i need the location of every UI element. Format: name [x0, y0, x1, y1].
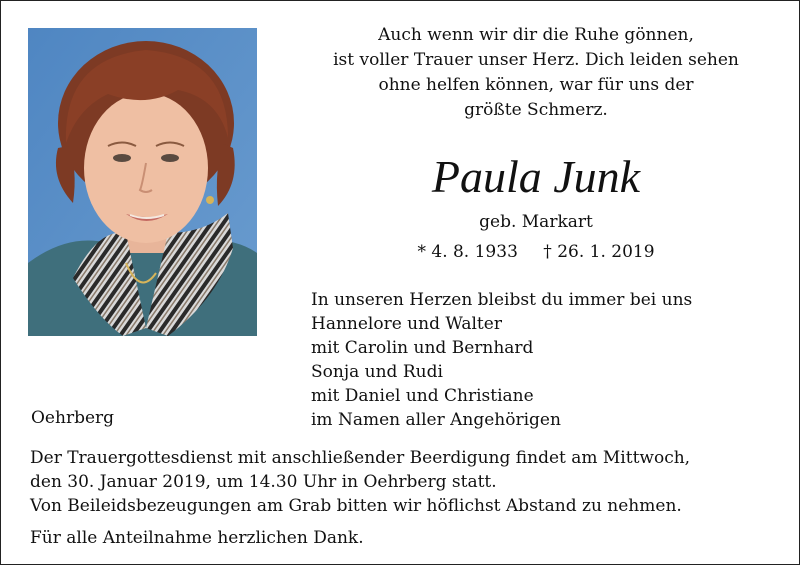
- verse-line: ist voller Trauer unser Herz. Dich leiden sehen: [333, 50, 739, 70]
- thanks-line: Für alle Anteilnahme herzlichen Dank.: [30, 528, 364, 548]
- verse-line: Auch wenn wir dir die Ruhe gönnen,: [378, 25, 694, 45]
- birth-date: * 4. 8. 1933: [417, 242, 518, 262]
- verse-line: größte Schmerz.: [464, 100, 608, 120]
- portrait-photo: [28, 28, 257, 336]
- mourners-list: [311, 288, 692, 432]
- service-line: den 30. Januar 2019, um 14.30 Uhr in Oehrberg statt.: [30, 472, 497, 492]
- funeral-service-info: [30, 446, 775, 518]
- life-dates: [306, 240, 766, 264]
- death-date: † 26. 1. 2019: [543, 242, 655, 262]
- mourner-line: im Namen aller Angehörigen: [311, 410, 561, 430]
- mourner-line: In unseren Herzen bleibst du immer bei uns: [311, 290, 693, 310]
- verse-line: ohne helfen können, war für uns der: [378, 75, 694, 95]
- verse: [306, 23, 766, 123]
- mourner-line: Hannelore und Walter: [311, 314, 502, 334]
- mourner-line: mit Daniel und Christiane: [311, 386, 534, 406]
- mourner-line: mit Carolin und Bernhard: [311, 338, 534, 358]
- place-name: Oehrberg: [31, 408, 115, 428]
- mourner-line: Sonja und Rudi: [311, 362, 443, 382]
- service-line: Der Trauergottesdienst mit anschließender Beerdigung findet am Mittwoch,: [30, 448, 691, 468]
- service-line: Von Beileidsbezeugungen am Grab bitten wir höflichst Abstand zu nehmen.: [30, 496, 682, 516]
- deceased-name: Paula Junk: [431, 151, 641, 202]
- maiden-name: geb. Markart: [479, 212, 593, 232]
